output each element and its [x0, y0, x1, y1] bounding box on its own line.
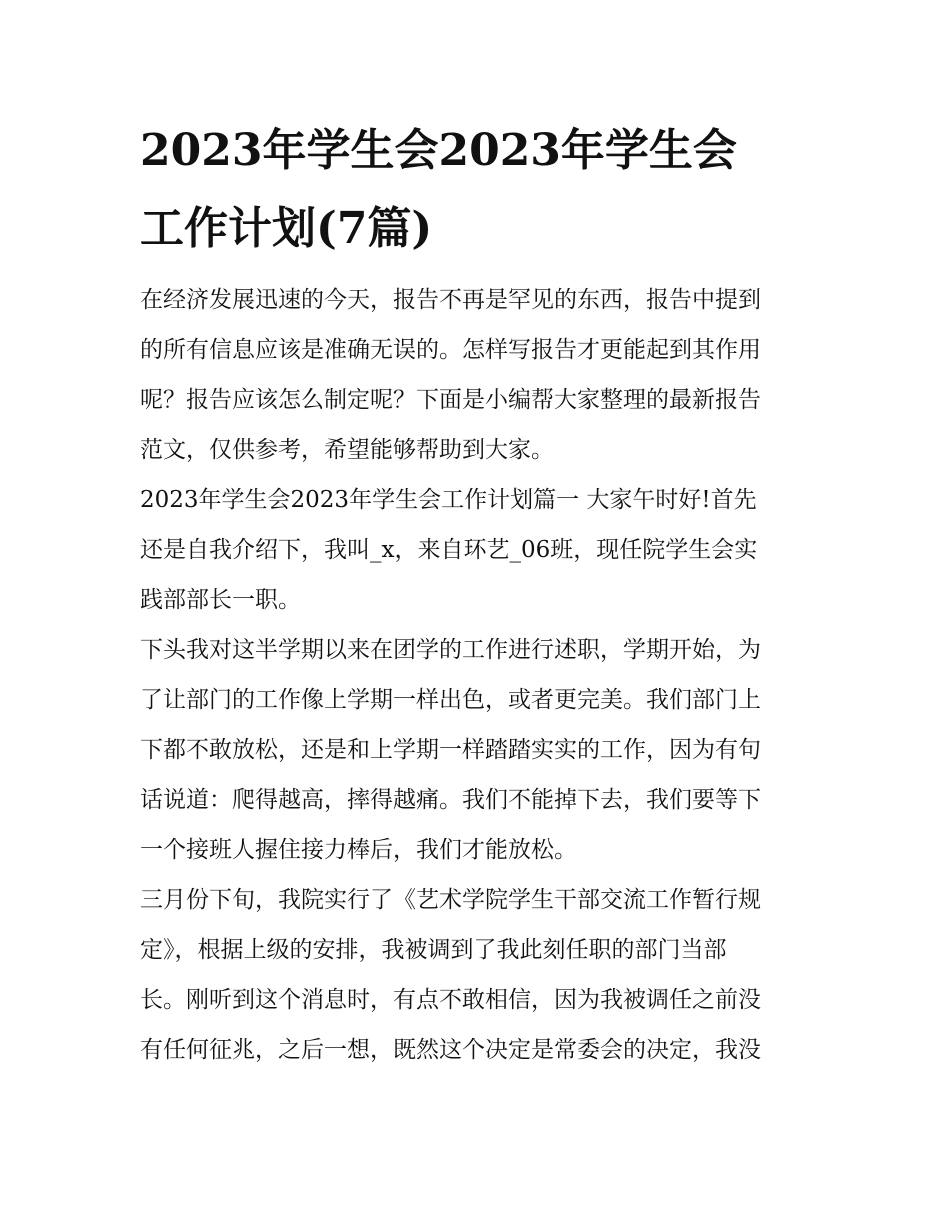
body-line-10: 下都不敢放松，还是和上学期一样踏踏实实的工作，因为有句 — [140, 737, 761, 763]
body-line-12: 一个接班人握住接力棒后，我们才能放松。 — [140, 837, 577, 863]
body-line-11: 话说道：爬得越高，摔得越痛。我们不能掉下去，我们要等下 — [140, 787, 761, 813]
body-line-2: 的所有信息应该是准确无误的。怎样写报告才更能起到其作用 — [140, 337, 761, 363]
body-line-9: 了让部门的工作像上学期一样出色，或者更完美。我们部门上 — [140, 687, 761, 713]
body-line-4: 范文，仅供参考，希望能够帮助到大家。 — [140, 437, 554, 463]
body-line-13: 三月份下旬，我院实行了《艺术学院学生干部交流工作暂行规 — [140, 887, 761, 913]
body-line-14: 定》，根据上级的安排，我被调到了我此刻任职的部门当部 — [140, 937, 727, 963]
body-line-1: 在经济发展迅速的今天，报告不再是罕见的东西，报告中提到 — [140, 287, 761, 313]
title-line-1: 2023年学生会2023年学生会 — [140, 125, 737, 176]
document-title — [140, 112, 820, 268]
body-line-3: 呢？报告应该怎么制定呢？下面是小编帮大家整理的最新报告 — [140, 387, 761, 413]
body-line-16: 有任何征兆，之后一想，既然这个决定是常委会的决定，我没 — [140, 1037, 761, 1063]
title-line-2: 工作计划(7篇) — [140, 203, 433, 254]
body-line-15: 长。刚听到这个消息时，有点不敢相信，因为我被调任之前没 — [140, 987, 761, 1013]
body-line-7: 践部部长一职。 — [140, 587, 301, 613]
body-line-5: 2023年学生会2023年学生会工作计划篇一 大家午时好!首先 — [140, 487, 757, 513]
body-line-8: 下头我对这半学期以来在团学的工作进行述职，学期开始，为 — [140, 637, 761, 663]
body-line-6: 还是自我介绍下，我叫_x，来自环艺_06班，现任院学生会实 — [140, 537, 758, 563]
